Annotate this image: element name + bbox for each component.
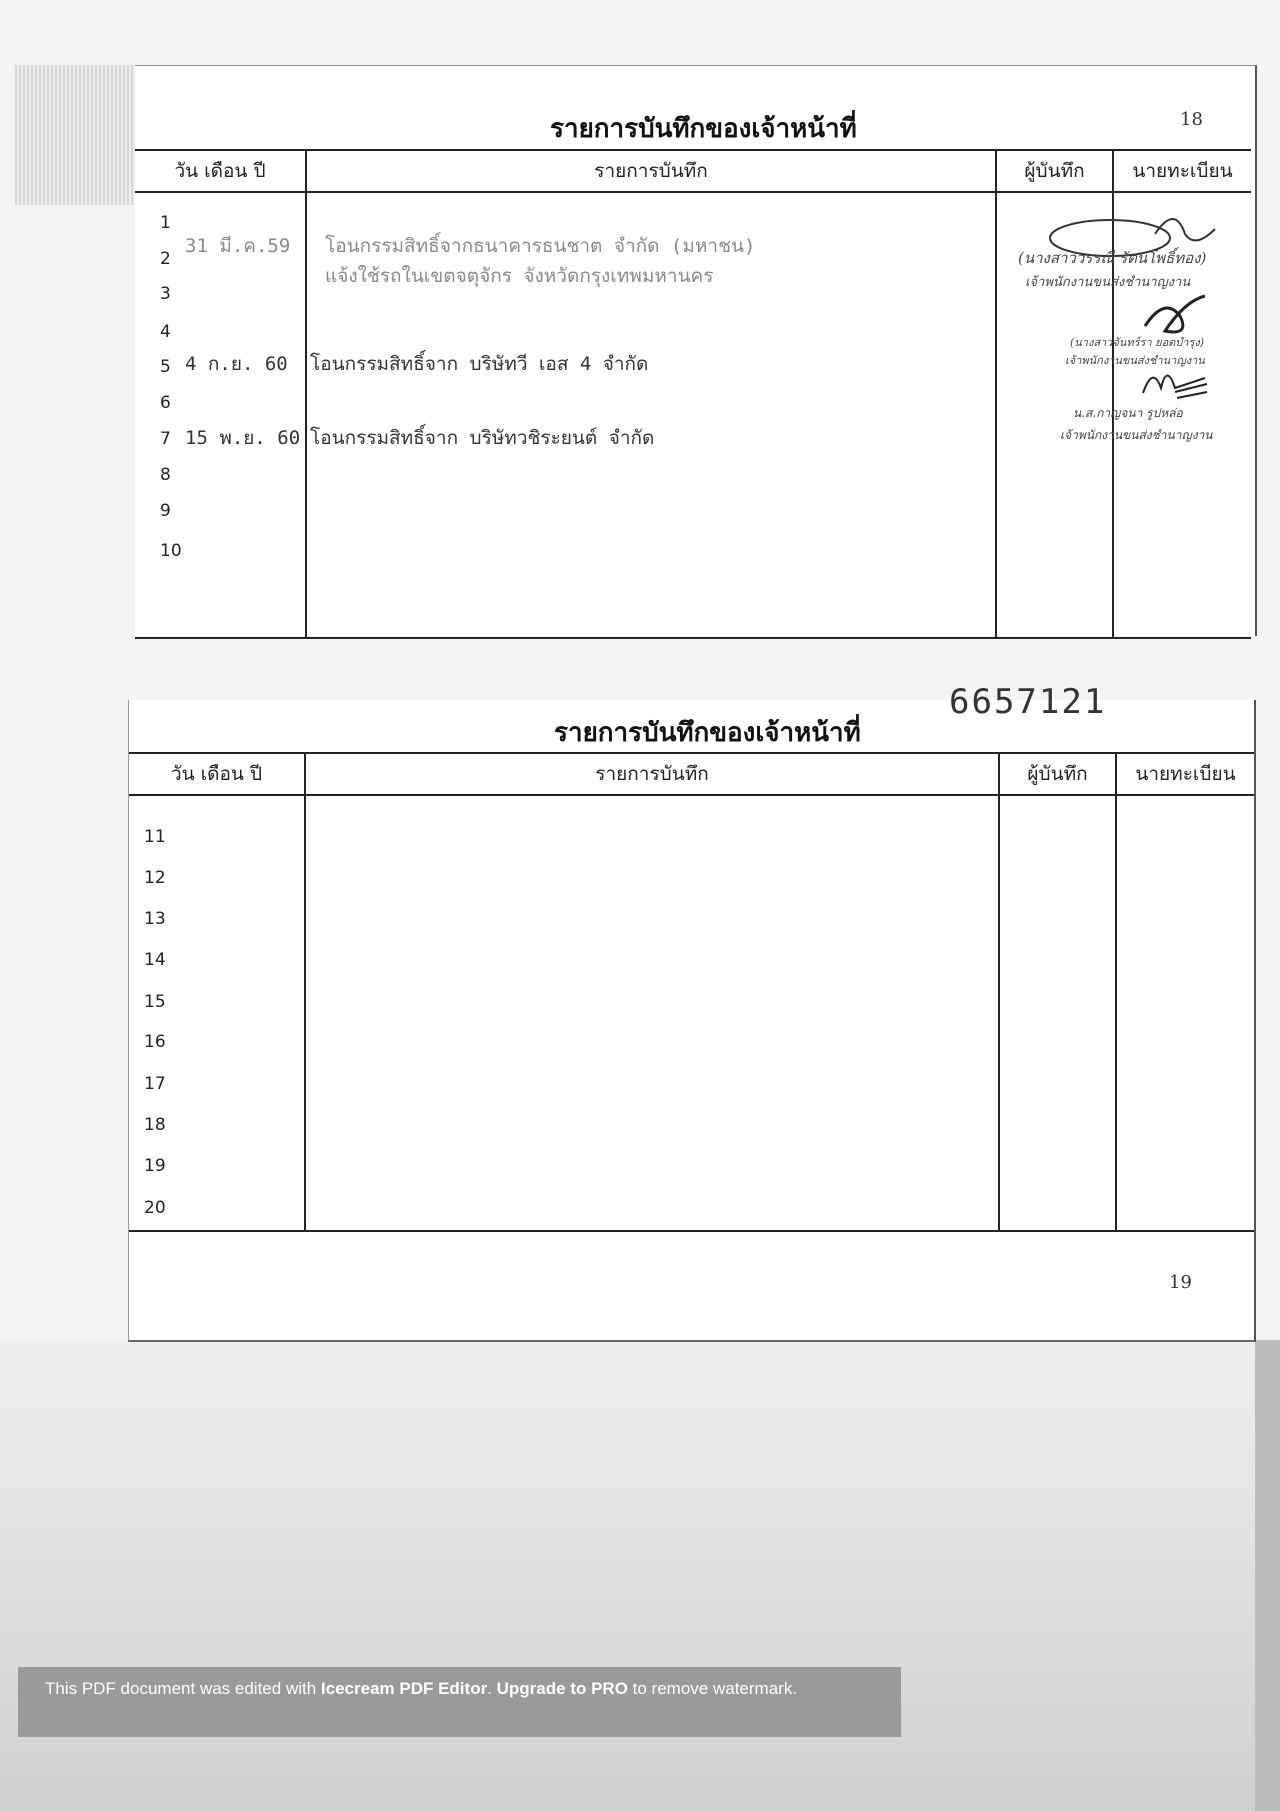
row-number: 11 [144, 827, 166, 847]
entry-text: โอนกรรมสิทธิ์จากธนาคารธนชาต จำกัด (มหาชน) [325, 235, 756, 257]
row-number: 18 [144, 1115, 166, 1135]
top-page-number: 18 [1180, 109, 1203, 130]
row-number: 19 [144, 1156, 166, 1176]
row-number: 15 [144, 992, 166, 1012]
signature-scribble-3 [1135, 363, 1215, 403]
row-number: 1 [160, 213, 171, 233]
row-number: 20 [144, 1198, 166, 1218]
row-number: 3 [160, 284, 171, 304]
column-divider [304, 754, 306, 1230]
header-divider [135, 191, 1251, 193]
signature-name-2: (นางสาวจันทร์รา ยอดบำรุง) [1070, 336, 1205, 349]
header-divider [129, 794, 1254, 796]
row-number: 12 [144, 868, 166, 888]
row-number: 16 [144, 1032, 166, 1052]
watermark-prefix: This PDF document was edited with [45, 1679, 321, 1698]
watermark-banner [18, 1667, 901, 1737]
column-divider [1115, 754, 1117, 1230]
signature-position-1: เจ้าพนักงานขนส่งชำนาญงาน [1025, 275, 1191, 290]
signature-name-3: น.ส.กาญจนา รูปหล่อ [1073, 406, 1183, 420]
signature-name-1: (นางสาววรรณี รัตนโพธิ์ทอง) [1018, 249, 1207, 267]
entry-date: 15 พ.ย. 60 [185, 427, 301, 449]
row-number: 8 [160, 465, 171, 485]
row-number: 6 [160, 393, 171, 413]
watermark-upgrade-link[interactable]: Upgrade to PRO [496, 1679, 628, 1698]
scan-edge-left [15, 65, 135, 205]
row-number: 13 [144, 909, 166, 929]
header-date: วัน เดือน ปี [170, 763, 263, 785]
stamp-number: 6657121 [949, 682, 1107, 722]
entry-date: 31 มี.ค.59 [185, 235, 291, 257]
entry-text: แจ้งใช้รถในเขตจตุจักร จังหวัดกรุงเทพมหานคร [325, 265, 714, 287]
top-page-title: รายการบันทึกของเจ้าหน้าที่ [550, 114, 857, 144]
bottom-ledger-table [129, 752, 1254, 1232]
row-number: 10 [160, 541, 182, 561]
bottom-page-number: 19 [1169, 1272, 1192, 1293]
header-date: วัน เดือน ปี [174, 160, 266, 182]
scan-right-edge [1255, 1340, 1280, 1811]
bottom-page-title: รายการบันทึกของเจ้าหน้าที่ [554, 718, 861, 748]
row-number: 2 [160, 249, 171, 269]
scan-background-bottom [0, 1340, 1280, 1811]
signature-position-2: เจ้าพนักงานขนส่งชำนาญงาน [1065, 354, 1205, 367]
row-number: 9 [160, 501, 171, 521]
watermark-product: Icecream PDF Editor [320, 1679, 488, 1698]
column-divider [998, 754, 1000, 1230]
row-number: 7 [160, 429, 171, 449]
signature-position-3: เจ้าพนักงานขนส่งชำนาญงาน [1060, 428, 1213, 442]
header-entry: รายการบันทึก [595, 763, 709, 785]
entry-date: 4 ก.ย. 60 [185, 353, 288, 375]
row-number: 5 [160, 357, 171, 377]
watermark-suffix: to remove watermark. [627, 1679, 798, 1698]
column-divider [995, 151, 997, 637]
bottom-ledger-page [128, 682, 1256, 1342]
header-registrar: นายทะเบียน [1132, 160, 1233, 182]
entry-text: โอนกรรมสิทธิ์จาก บริษัทวชิระยนต์ จำกัด [310, 427, 655, 449]
watermark-mid: . [487, 1679, 497, 1698]
column-divider [305, 151, 307, 637]
entry-text: โอนกรรมสิทธิ์จาก บริษัทวี เอส 4 จำกัด [310, 353, 649, 375]
top-ledger-page [135, 65, 1257, 636]
header-recorder: ผู้บันทึก [1027, 763, 1088, 785]
row-number: 14 [144, 950, 166, 970]
top-ledger-table [135, 149, 1251, 639]
row-number: 4 [160, 322, 171, 342]
header-registrar: นายทะเบียน [1135, 763, 1236, 785]
header-recorder: ผู้บันทึก [1024, 160, 1085, 182]
header-entry: รายการบันทึก [594, 160, 708, 182]
row-number: 17 [144, 1074, 166, 1094]
